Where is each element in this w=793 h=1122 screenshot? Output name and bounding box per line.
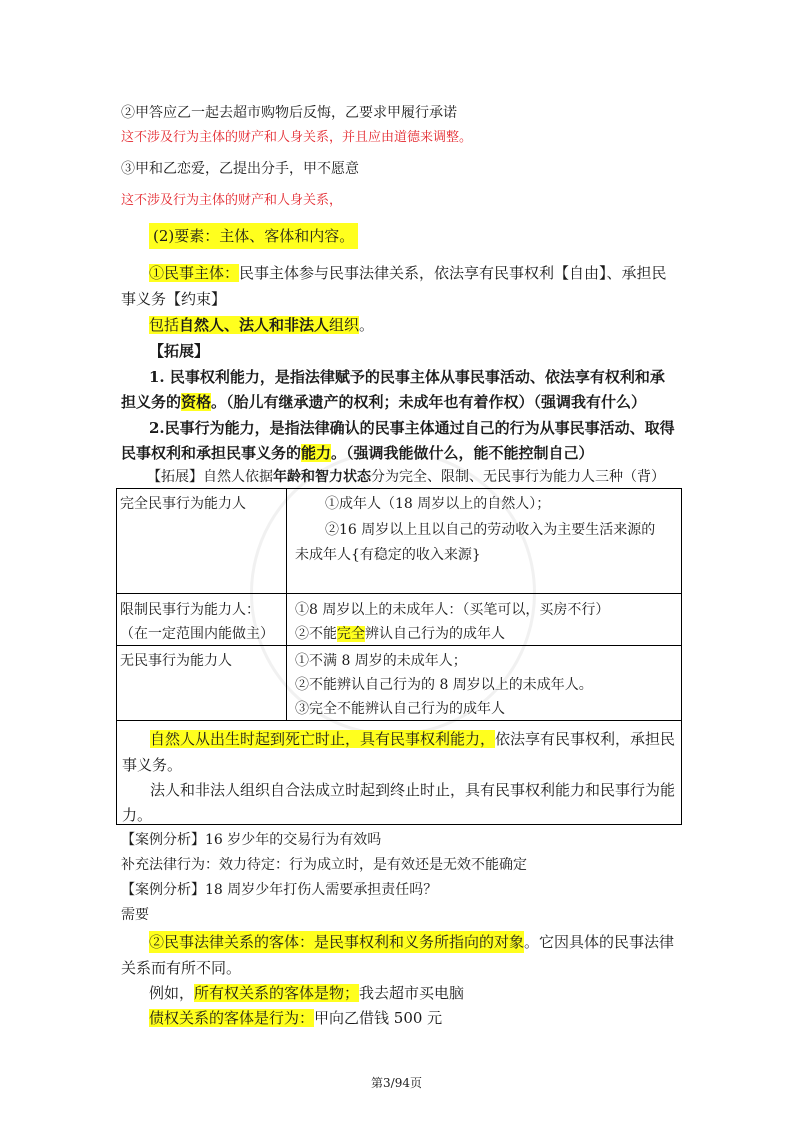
limited-capacity-item-2: ②不能完全辨认自己行为的成年人 [295,626,505,642]
rights-capacity-line-2: 担义务的资格。（胎儿有继承遗产的权利；未成年也有着作权）（强调我有什么） [121,393,647,411]
legal-person-capacity-cont: 力。 [122,806,153,824]
table-cell [287,489,682,594]
limited-capacity-note: （在一定范围内能做主） [120,626,274,642]
object-line: ②民事法律关系的客体：是民事权利和义务所指向的对象。它因具体的民事法律 [149,933,675,951]
no-capacity-label: 无民事行为能力人 [120,653,232,669]
ownership-example: 例如，所有权关系的客体是物；我去超市买电脑 [149,984,465,1002]
elements-heading: (2)要素：主体、客体和内容。 [149,226,358,246]
table-cell [117,594,287,646]
no-capacity-item-2: ②不能辨认自己行为的 8 周岁以上的未成年人。 [295,677,593,693]
table-cell [117,721,682,825]
table-cell [117,646,287,721]
rights-capacity-line: 1. 民事权利能力，是指法律赋予的民事主体从事民事活动、依法享有权利和承 [149,368,665,386]
supplement-line: 补充法律行为：效力待定：行为成立时，是有效还是无效不能确定 [121,857,527,873]
table-cell [287,594,682,646]
full-capacity-label: 完全民事行为能力人 [120,496,246,512]
subject-types-line: 包括自然人、法人和非法人组织。 [149,316,375,334]
natural-person-capacity-cont: 事义务。 [122,756,183,774]
natural-person-capacity: 自然人从出生时起到死亡时止，具有民事权利能力，依法享有民事权利，承担民 [150,730,676,748]
conduct-capacity-line-2: 民事权利和承担民事义务的能力。（强调我能做什么，能不能控制自己） [121,444,594,462]
table-cell [117,489,287,594]
page-number: 第3/94页 [371,1076,422,1090]
case-analysis-2: 【案例分析】18 周岁少年打伤人需要承担责任吗？ [121,882,438,898]
limited-capacity-item-1: ①8 周岁以上的未成年人：（买笔可以，买房不行） [295,602,610,618]
no-capacity-item-3: ③完全不能辨认自己行为的成年人 [295,701,505,717]
table-cell [287,646,682,721]
full-capacity-item-2: ②16 周岁以上且以自己的劳动收入为主要生活来源的 [325,522,656,538]
object-line-2: 关系而有所不同。 [121,959,242,977]
limited-capacity-label: 限制民事行为能力人： [120,602,260,618]
example-2-text: ②甲答应乙一起去超市购物后反悔，乙要求甲履行承诺 [121,105,457,121]
example-3-note: 这不涉及行为主体的财产和人身关系， [121,193,343,208]
classification-line: 【拓展】自然人依据年龄和智力状态分为完全、限制、无民事行为能力人三种（背） [147,469,665,485]
example-3-text: ③甲和乙恋爱，乙提出分手，甲不愿意 [121,161,359,177]
case-answer: 需要 [121,907,149,923]
table-row [117,594,682,646]
table-row [117,646,682,721]
full-capacity-item-1: ①成年人（18 周岁以上的自然人）； [325,496,551,512]
no-capacity-item-1: ①不满 8 周岁的未成年人； [295,653,467,669]
civil-subject-line-2: 事义务【约束】 [121,290,227,308]
table-row [117,489,682,594]
legal-person-capacity: 法人和非法人组织自合法成立时起到终止时止，具有民事权利能力和民事行为能 [150,781,676,799]
example-2-note: 这不涉及行为主体的财产和人身关系，并且应由道德来调整。 [121,130,473,145]
full-capacity-item-2-cont: 未成年人{有稳定的收入来源} [295,547,481,563]
civil-subject-line: ①民事主体：民事主体参与民事法律关系，依法享有民事权利【自由】、承担民 [149,264,667,282]
civil-subject-label: ①民事主体： [149,264,240,282]
table-row [117,721,682,825]
creditor-example: 债权关系的客体是行为：甲向乙借钱 500 元 [149,1009,443,1027]
conduct-capacity-line: 2.民事行为能力，是指法律确认的民事主体通过自己的行为从事民事活动、取得 [149,419,675,437]
case-analysis-1: 【案例分析】16 岁少年的交易行为有效吗 [121,832,382,848]
expand-heading: 【拓展】 [149,342,210,360]
capacity-table [116,488,682,825]
